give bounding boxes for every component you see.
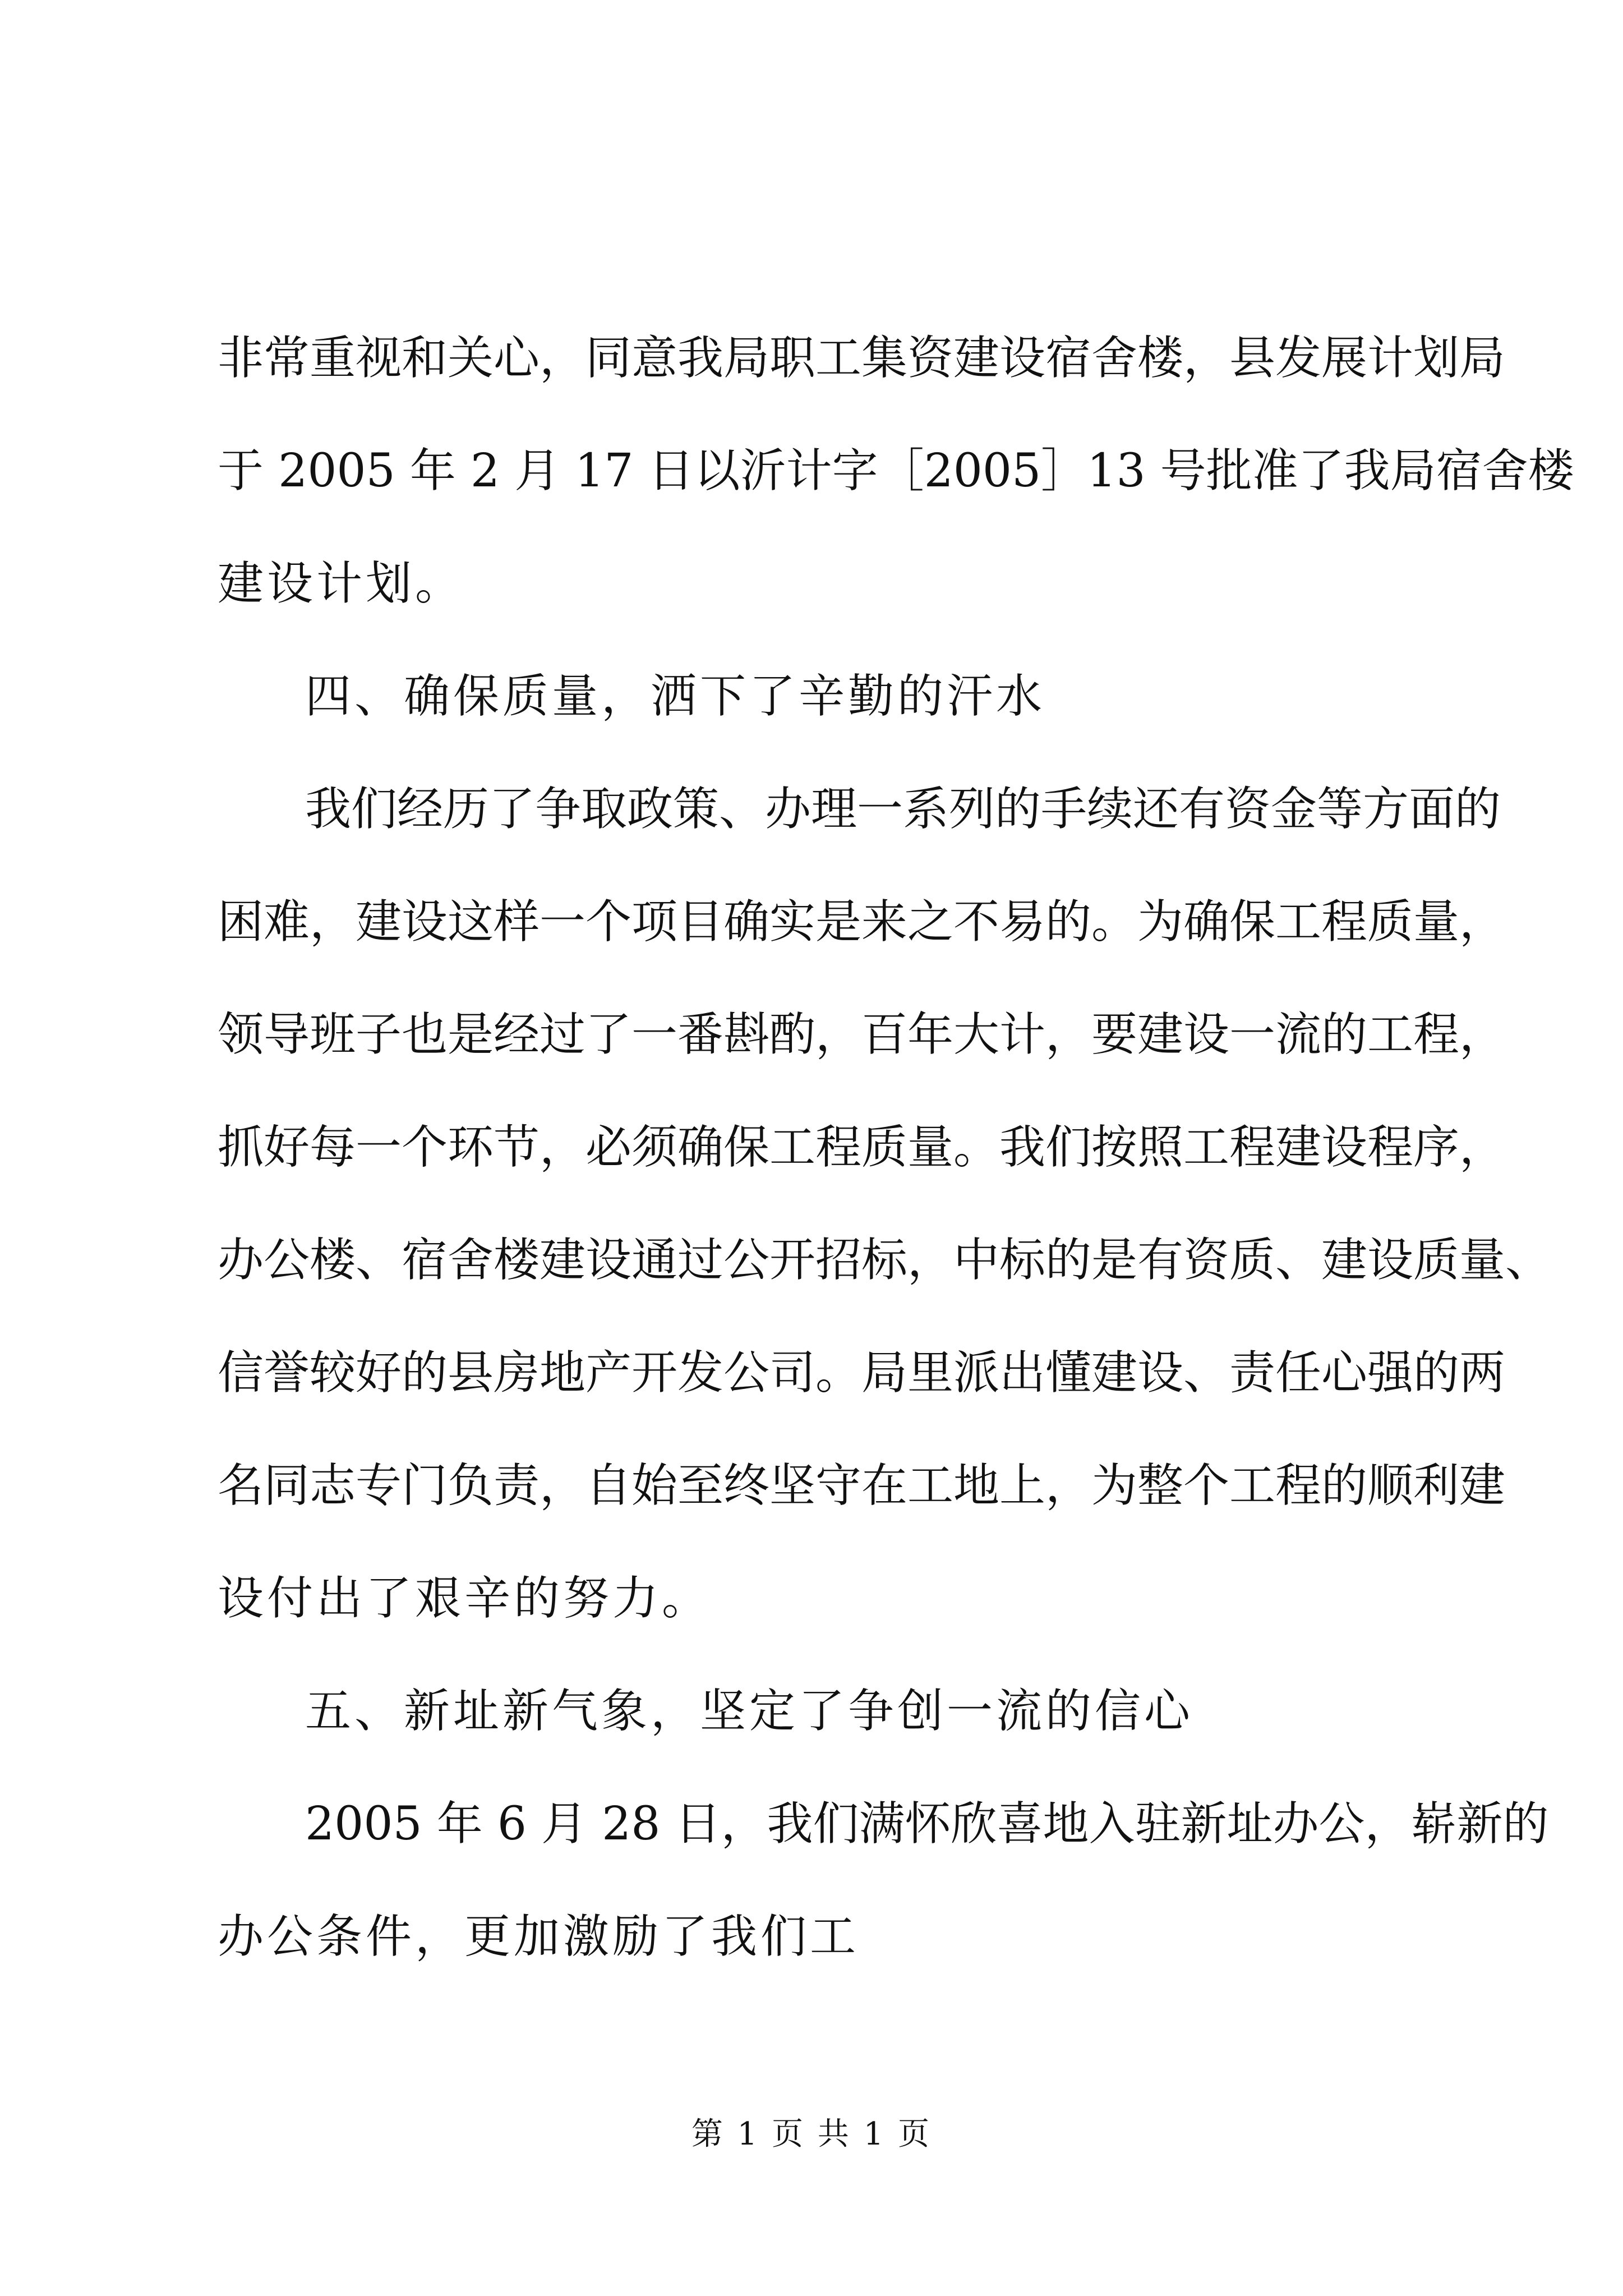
text-line: 信誉较好的县房地产开发公司。局里派出懂建设、责任心强的两 <box>218 1346 1506 1400</box>
text-line: 抓好每一个环节，必须确保工程质量。我们按照工程建设程序， <box>218 1121 1506 1174</box>
page-number-footer: 第 1 页 共 1 页 <box>691 2116 932 2152</box>
text-line: 非常重视和关心，同意我局职工集资建设宿舍楼，县发展计划局 <box>218 332 1506 385</box>
text-line: 办公楼、宿舍楼建设通过公开招标，中标的是有资质、建设质量、 <box>218 1234 1552 1287</box>
body-text <box>218 302 1574 1993</box>
text-line: 我们经历了争取政策、办理一系列的手续还有资金等方面的 <box>305 783 1501 836</box>
text-line: 设付出了艰辛的努力。 <box>218 1572 712 1625</box>
text-line: 于 2005 年 2 月 17 日以沂计字［2005］13 号批准了我局宿舍楼 <box>218 444 1574 498</box>
text-line: 名同志专门负责，自始至终坚守在工地上，为整个工程的顺利建 <box>218 1459 1506 1512</box>
text-line: 领导班子也是经过了一番斟酌，百年大计，要建设一流的工程， <box>218 1008 1506 1061</box>
section-heading: 五、新址新气象，坚定了争创一流的信心 <box>305 1685 1194 1738</box>
text-line: 办公条件，更加激励了我们工 <box>218 1910 860 1963</box>
text-line: 建设计划。 <box>218 557 465 610</box>
text-line: 困难，建设这样一个项目确实是来之不易的。为确保工程质量， <box>218 895 1506 949</box>
text-line: 2005 年 6 月 28 日，我们满怀欣喜地入驻新址办公，崭新的 <box>305 1797 1549 1851</box>
section-heading: 四、确保质量，洒下了辛勤的汗水 <box>305 670 1046 723</box>
